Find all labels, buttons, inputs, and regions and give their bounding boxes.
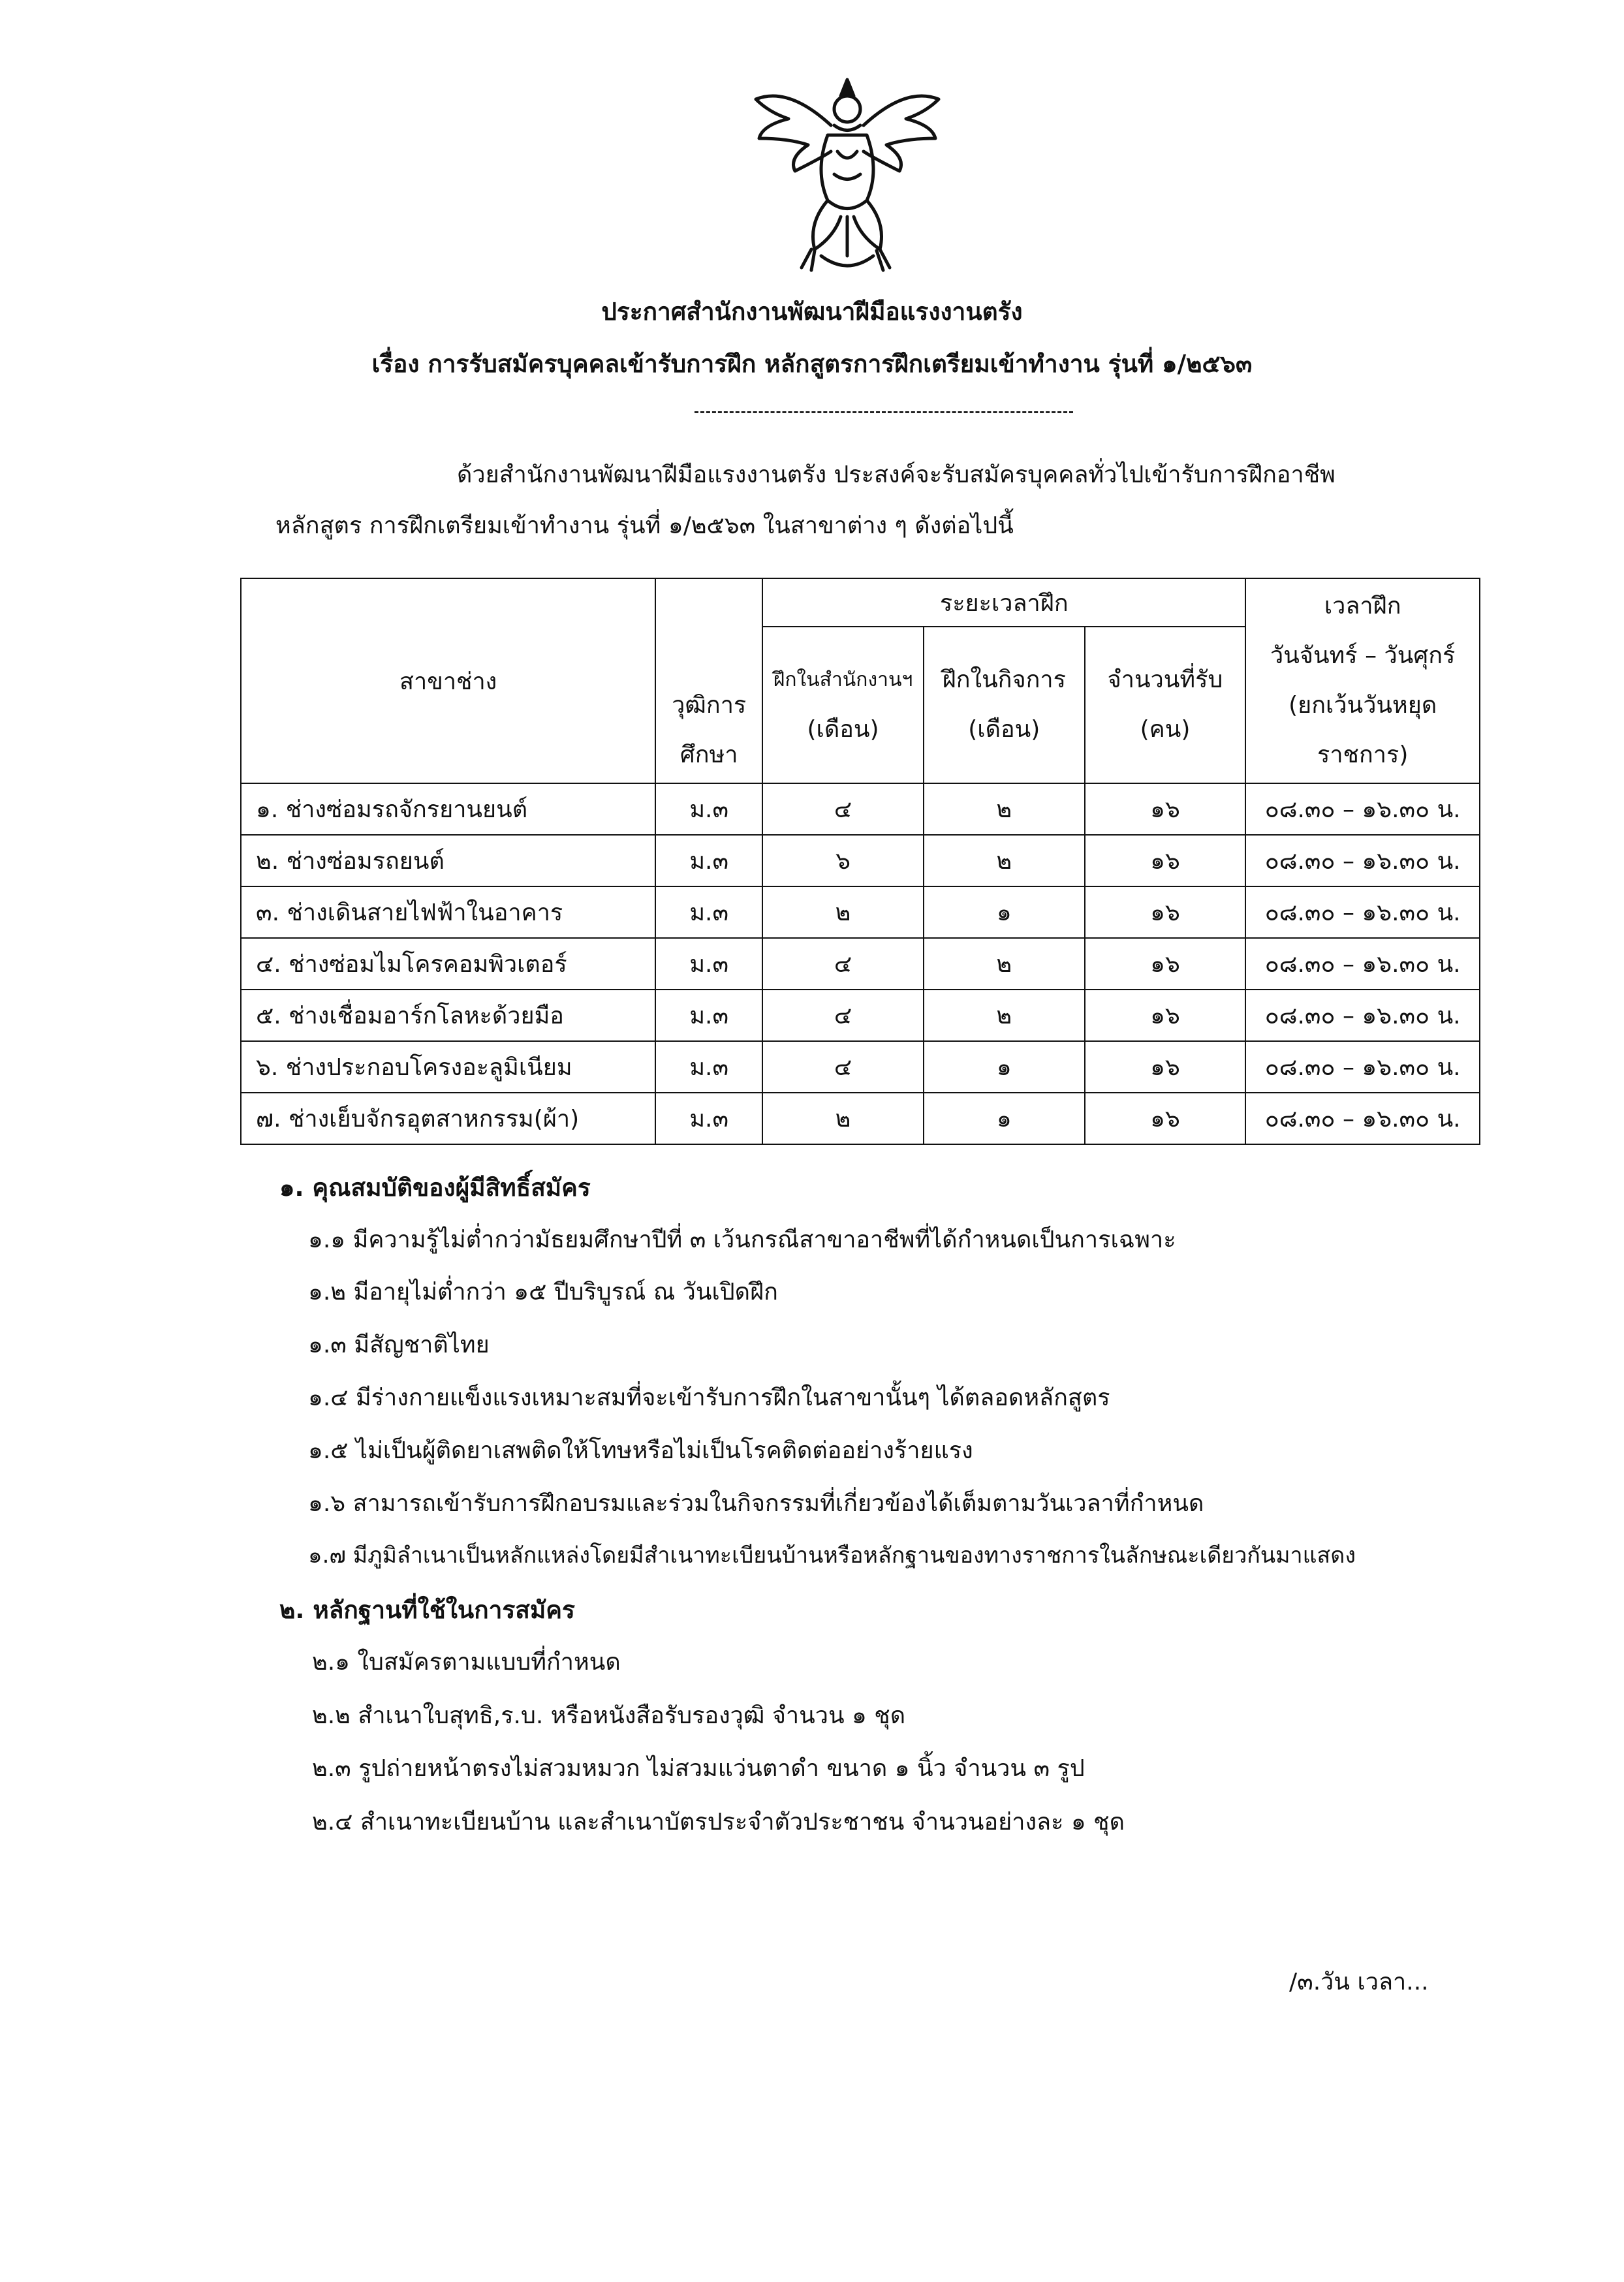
document-item: ๒.๔ สำเนาทะเบียนบ้าน และสำเนาบัตรประจำตัวประชาชน จำนวนอย่างละ ๑ ชุด <box>312 1809 1125 1836</box>
intro-line-2: หลักสูตร การฝึกเตรียมเข้าทำงาน รุ่นที่ ๑/๒๕๖๓ ในสาขาต่าง ๆ ดังต่อไปนี้ <box>275 512 1014 539</box>
garuda-emblem <box>749 60 945 282</box>
cell-branch: ๗. ช่างเย็บจักรอุตสาหกรรม(ผ้า) <box>241 1093 655 1144</box>
qualification-item: ๑.๓ มีสัญชาติไทย <box>308 1332 490 1358</box>
table-row <box>241 1041 1480 1093</box>
course-table <box>240 578 1480 1145</box>
header-divider <box>695 411 1073 413</box>
cell-time: ๐๘.๓๐ – ๑๖.๓๐ น. <box>1245 990 1480 1041</box>
header-seats: จำนวนที่รับ (คน) <box>1085 627 1246 783</box>
intro-line-1: ด้วยสำนักงานพัฒนาฝีมือแรงงานตรัง ประสงค์จะรับสมัครบุคคลทั่วไปเข้ารับการฝึกอาชีพ <box>457 461 1335 488</box>
header-branch: สาขาช่าง <box>241 578 655 783</box>
cell-seats: ๑๖ <box>1085 1093 1246 1144</box>
cell-office-months: ๖ <box>762 835 924 886</box>
header-company-months: ฝึกในกิจการ (เดือน) <box>924 627 1085 783</box>
announcement-subject: เรื่อง การรับสมัครบุคคลเข้ารับการฝึก หลักสูตรการฝึกเตรียมเข้าทำงาน รุ่นที่ ๑/๒๕๖๓ <box>371 350 1253 378</box>
section-heading-documents: ๒. หลักฐานที่ใช้ในการสมัคร <box>279 1596 575 1624</box>
table-row <box>241 835 1480 886</box>
cell-company-months: ๒ <box>924 783 1085 835</box>
cell-company-months: ๑ <box>924 886 1085 938</box>
qualification-item: ๑.๖ สามารถเข้ารับการฝึกอบรมและร่วมในกิจกรรมที่เกี่ยวข้องได้เต็มตามวันเวลาที่กำหนด <box>308 1490 1204 1517</box>
table-row <box>241 783 1480 835</box>
document-item: ๒.๑ ใบสมัครตามแบบที่กำหนด <box>312 1649 621 1676</box>
qualification-item: ๑.๔ มีร่างกายแข็งแรงเหมาะสมที่จะเข้ารับการฝึกในสาขานั้นๆ ได้ตลอดหลักสูตร <box>308 1384 1110 1411</box>
cell-education: ม.๓ <box>655 1093 762 1144</box>
cell-company-months: ๒ <box>924 835 1085 886</box>
qualification-item: ๑.๕ ไม่เป็นผู้ติดยาเสพติดให้โทษหรือไม่เป็นโรคติดต่ออย่างร้ายแรง <box>308 1437 973 1464</box>
table-row <box>241 1093 1480 1144</box>
qualification-item: ๑.๑ มีความรู้ไม่ต่ำกว่ามัธยมศึกษาปีที่ ๓ เว้นกรณีสาขาอาชีพที่ได้กำหนดเป็นการเฉพาะ <box>308 1227 1176 1253</box>
qualification-item: ๑.๒ มีอายุไม่ต่ำกว่า ๑๕ ปีบริบูรณ์ ณ วันเปิดฝึก <box>308 1279 778 1305</box>
cell-time: ๐๘.๓๐ – ๑๖.๓๐ น. <box>1245 1093 1480 1144</box>
cell-seats: ๑๖ <box>1085 990 1246 1041</box>
cell-company-months: ๒ <box>924 990 1085 1041</box>
cell-office-months: ๒ <box>762 1093 924 1144</box>
cell-time: ๐๘.๓๐ – ๑๖.๓๐ น. <box>1245 835 1480 886</box>
cell-education: ม.๓ <box>655 990 762 1041</box>
table-row <box>241 886 1480 938</box>
cell-company-months: ๑ <box>924 1093 1085 1144</box>
cell-time: ๐๘.๓๐ – ๑๖.๓๐ น. <box>1245 1041 1480 1093</box>
cell-seats: ๑๖ <box>1085 835 1246 886</box>
cell-education: ม.๓ <box>655 835 762 886</box>
table-header-row <box>241 578 1480 627</box>
table-row <box>241 938 1480 990</box>
cell-branch: ๓. ช่างเดินสายไฟฟ้าในอาคาร <box>241 886 655 938</box>
table-row <box>241 990 1480 1041</box>
cell-seats: ๑๖ <box>1085 783 1246 835</box>
document-item: ๒.๒ สำเนาใบสุทธิ,ร.บ. หรือหนังสือรับรองวุฒิ จำนวน ๑ ชุด <box>312 1702 906 1729</box>
cell-seats: ๑๖ <box>1085 1041 1246 1093</box>
cell-office-months: ๔ <box>762 990 924 1041</box>
cell-education: ม.๓ <box>655 1041 762 1093</box>
cell-time: ๐๘.๓๐ – ๑๖.๓๐ น. <box>1245 938 1480 990</box>
cell-time: ๐๘.๓๐ – ๑๖.๓๐ น. <box>1245 783 1480 835</box>
cell-office-months: ๔ <box>762 783 924 835</box>
cell-branch: ๔. ช่างซ่อมไมโครคอมพิวเตอร์ <box>241 938 655 990</box>
cell-company-months: ๑ <box>924 1041 1085 1093</box>
cell-company-months: ๒ <box>924 938 1085 990</box>
header-office-months: ฝึกในสำนักงานฯ (เดือน) <box>762 627 924 783</box>
cell-education: ม.๓ <box>655 886 762 938</box>
page-continuation: /๓.วัน เวลา... <box>1289 1969 1429 1995</box>
cell-branch: ๖. ช่างประกอบโครงอะลูมิเนียม <box>241 1041 655 1093</box>
cell-office-months: ๒ <box>762 886 924 938</box>
announcement-title: ประกาศสำนักงานพัฒนาฝีมือแรงงานตรัง <box>601 298 1023 326</box>
header-training-time: เวลาฝึก วันจันทร์ – วันศุกร์ (ยกเว้นวันหยุดราชการ) <box>1245 578 1480 783</box>
header-training-period: ระยะเวลาฝึก <box>762 578 1245 627</box>
document-item: ๒.๓ รูปถ่ายหน้าตรงไม่สวมหมวก ไม่สวมแว่นตาดำ ขนาด ๑ นิ้ว จำนวน ๓ รูป <box>312 1755 1085 1782</box>
cell-education: ม.๓ <box>655 938 762 990</box>
cell-education: ม.๓ <box>655 783 762 835</box>
cell-branch: ๑. ช่างซ่อมรถจักรยานยนต์ <box>241 783 655 835</box>
header-education: วุฒิการ ศึกษา <box>655 578 762 783</box>
qualification-item: ๑.๗ มีภูมิลำเนาเป็นหลักแหล่งโดยมีสำเนาทะเบียนบ้านหรือหลักฐานของทางราชการในลักษณะเดียวกันมาแสดง <box>308 1542 1356 1569</box>
cell-seats: ๑๖ <box>1085 938 1246 990</box>
cell-branch: ๒. ช่างซ่อมรถยนต์ <box>241 835 655 886</box>
cell-office-months: ๔ <box>762 1041 924 1093</box>
cell-office-months: ๔ <box>762 938 924 990</box>
section-heading-qualifications: ๑. คุณสมบัติของผู้มีสิทธิ์สมัคร <box>279 1174 591 1202</box>
cell-time: ๐๘.๓๐ – ๑๖.๓๐ น. <box>1245 886 1480 938</box>
cell-seats: ๑๖ <box>1085 886 1246 938</box>
cell-branch: ๕. ช่างเชื่อมอาร์กโลหะด้วยมือ <box>241 990 655 1041</box>
